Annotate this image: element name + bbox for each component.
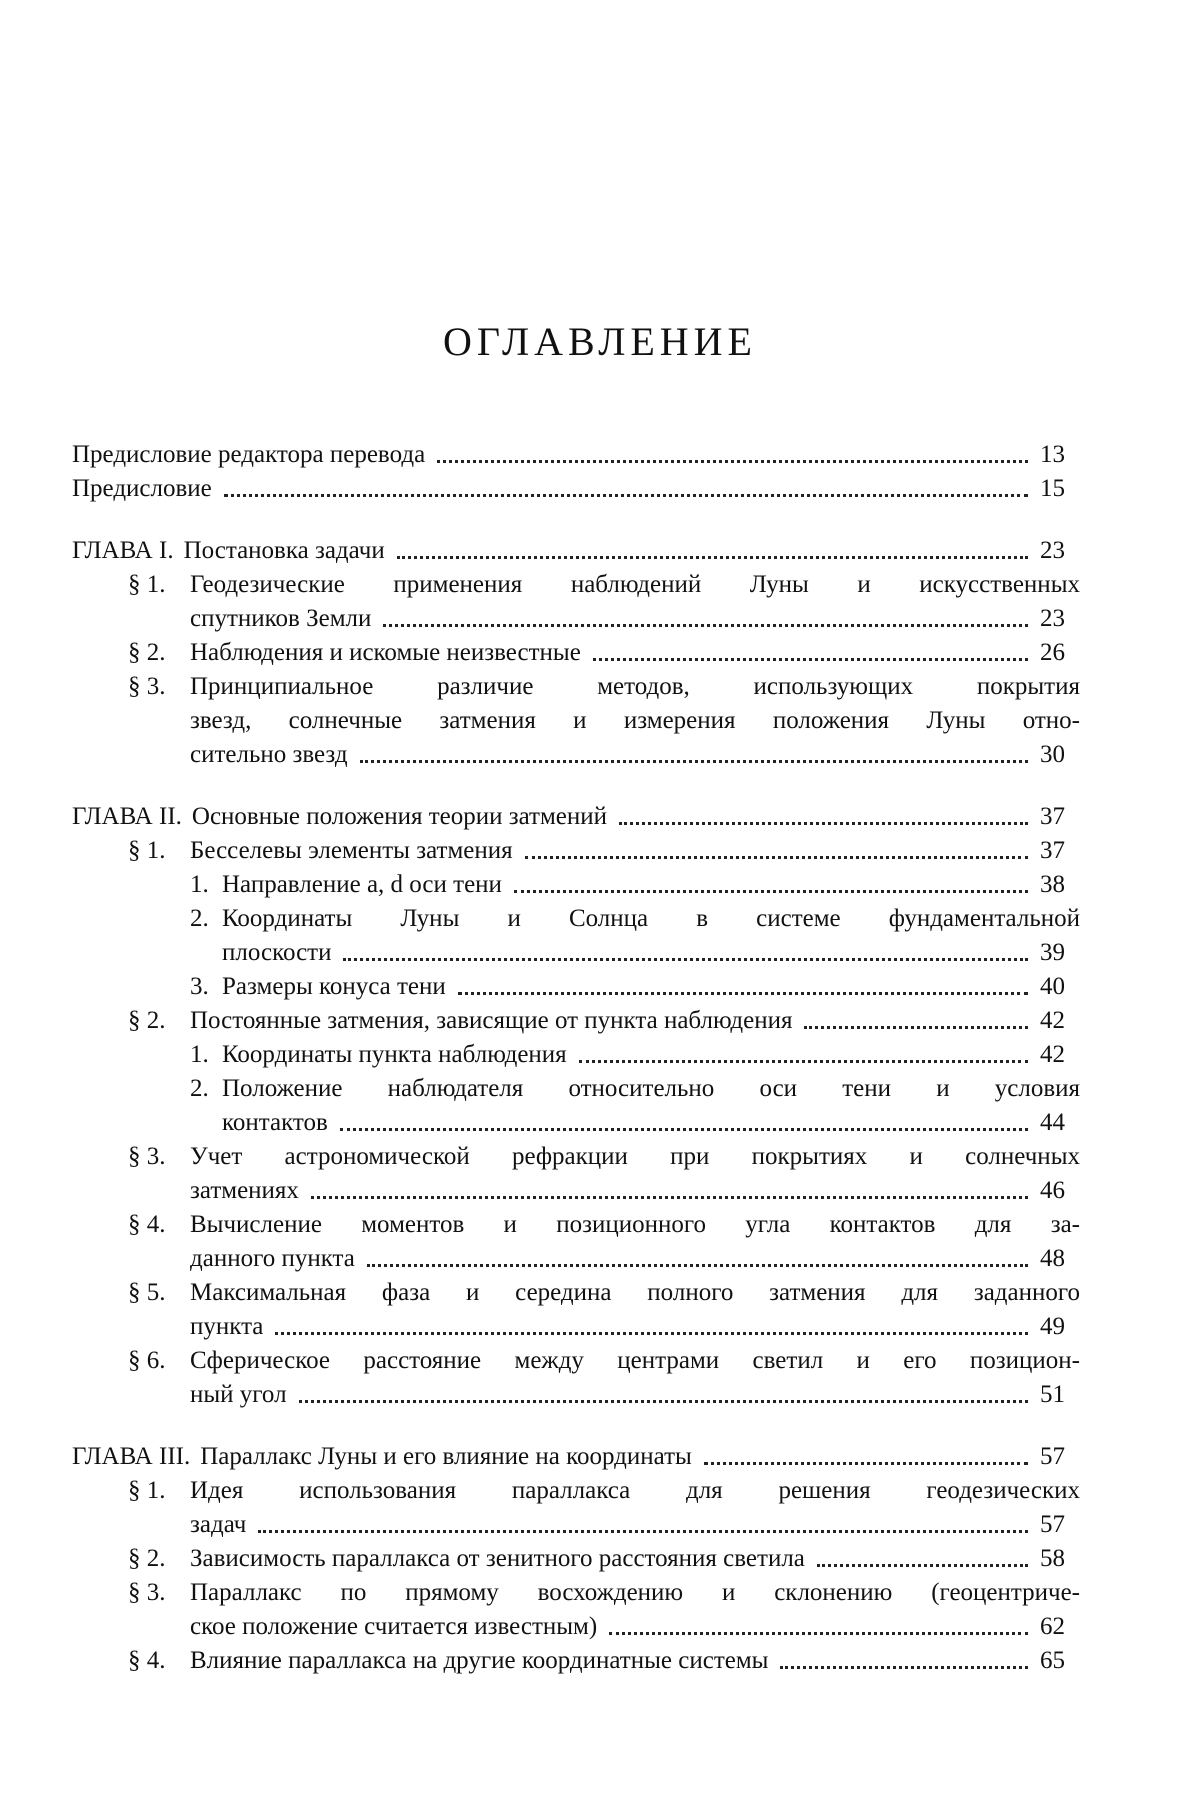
dot-leader [804,1026,1028,1029]
toc-entry-title: ный угол [190,1381,287,1408]
toc-entry-title: Направление a, d оси тени [222,871,502,898]
page-number: 65 [1040,1647,1065,1674]
toc-entry-title: Параллакс Луны и его влияние на координаты [200,1443,692,1470]
page-number: 58 [1040,1545,1065,1572]
page-number: 57 [1040,1443,1065,1470]
chapter-number: ГЛАВА II. [72,803,182,830]
toc-entry [72,568,1080,602]
section-number: 1. [190,871,209,898]
page-title: ОГЛАВЛЕНИЕ [443,319,757,364]
toc-entry [72,902,1080,936]
toc-entry [72,438,1080,472]
section-number: § 3. [128,1579,166,1606]
toc-entry [72,1576,1080,1610]
section-number: § 4. [128,1647,166,1674]
dot-leader [367,1264,1028,1267]
page-number: 40 [1040,973,1065,1000]
toc-entry-title: Учет астрономической рефракции при покрытиях и солнечных [190,1143,1080,1170]
toc-entry [72,1072,1080,1106]
toc-entry-continuation [72,1106,1080,1140]
toc-entry-title: звезд, солнечные затмения и измерения положения Луны отно- [190,707,1080,734]
section-number: § 5. [128,1279,166,1306]
toc-entry [72,834,1080,868]
section-number: § 4. [128,1211,166,1238]
page-number: 37 [1040,803,1065,830]
toc-entry-continuation [72,738,1080,772]
toc-entry-continuation [72,1174,1080,1208]
toc-entry-title: Зависимость параллакса от зенитного расстояния светила [190,1545,805,1572]
toc-entry [72,670,1080,704]
toc-entry [72,1208,1080,1242]
toc-entry-title: Влияние параллакса на другие координатные системы [190,1647,769,1674]
toc-entry [72,1344,1080,1378]
section-number: § 3. [128,673,166,700]
toc-entry-continuation [72,704,1080,738]
toc-entry-title: данного пункта [190,1245,355,1272]
section-number: § 6. [128,1347,166,1374]
toc-entry [72,1440,1080,1474]
toc-entry-continuation [72,602,1080,636]
toc-entry-title: Максимальная фаза и середина полного затмения для заданного [190,1279,1080,1306]
section-number: 2. [190,1075,209,1102]
dot-leader [360,760,1028,763]
section-number: 2. [190,905,209,932]
toc-entry [72,800,1080,834]
dot-leader [458,992,1028,995]
page-number: 38 [1040,871,1065,898]
page-number: 51 [1040,1381,1065,1408]
dot-leader [514,890,1028,893]
section-number: § 1. [128,1477,166,1504]
toc-entry-title: плоскости [222,939,332,966]
toc-entry-title: Геодезические применения наблюдений Луны и искусственных [190,571,1080,598]
toc-entry-title: Вычисление моментов и позиционного угла контактов для за- [190,1211,1080,1238]
toc-entry-title: пункта [190,1313,264,1340]
toc-entry-title: Предисловие [72,475,212,502]
toc-entry [72,534,1080,568]
dot-leader [397,556,1028,559]
page-number: 48 [1040,1245,1065,1272]
page-number: 23 [1040,537,1065,564]
toc-entry-title: Положение наблюдателя относительно оси тени и условия [222,1075,1080,1102]
toc-entry [72,472,1080,506]
dot-leader [299,1400,1028,1403]
section-number: 1. [190,1041,209,1068]
toc-entry [72,1038,1080,1072]
toc-entry-title: спутников Земли [190,605,372,632]
section-number: § 1. [128,571,166,598]
dot-leader [780,1666,1028,1669]
toc-entry [72,636,1080,670]
dot-leader [525,856,1028,859]
dot-leader [340,1128,1028,1131]
dot-leader [817,1564,1028,1567]
dot-leader [609,1632,1028,1635]
page-number: 23 [1040,605,1065,632]
page-number: 15 [1040,475,1065,502]
dot-leader [619,822,1028,825]
page-number: 37 [1040,837,1065,864]
toc-entry-title: Бесселевы элементы затмения [190,837,513,864]
page-number: 30 [1040,741,1065,768]
chapter-number: ГЛАВА III. [72,1443,191,1470]
page-number: 42 [1040,1007,1065,1034]
toc-entry [72,970,1080,1004]
dot-leader [343,958,1028,961]
dot-leader [437,460,1028,463]
toc-entry [72,1644,1080,1678]
section-number: § 3. [128,1143,166,1170]
toc-entry-continuation [72,936,1080,970]
page-number: 26 [1040,639,1065,666]
dot-leader [258,1530,1028,1533]
toc-entry [72,1140,1080,1174]
toc-entry-continuation [72,1378,1080,1412]
section-number: 3. [190,973,209,1000]
table-of-contents [72,438,1080,1678]
section-number: § 1. [128,837,166,864]
dot-leader [579,1060,1028,1063]
chapter-number: ГЛАВА I. [72,537,174,564]
page-number: 39 [1040,939,1065,966]
toc-entry-title: Основные положения теории затмений [191,803,608,830]
toc-entry-title: Предисловие редактора перевода [72,441,426,468]
page-number: 62 [1040,1613,1065,1640]
page-number: 57 [1040,1511,1065,1538]
dot-leader [275,1332,1028,1335]
toc-entry-continuation [72,1610,1080,1644]
toc-entry [72,1474,1080,1508]
toc-entry-title: ское положение считается известным) [190,1613,598,1640]
toc-entry-title: Постоянные затмения, зависящие от пункта наблюдения [190,1007,793,1034]
dot-leader [593,658,1028,661]
toc-entry-title: Постановка задачи [183,537,385,564]
toc-entry [72,1542,1080,1576]
dot-leader [704,1462,1028,1465]
toc-entry-title: задач [190,1511,247,1538]
toc-entry-continuation [72,1310,1080,1344]
toc-entry-title: Координаты Луны и Солнца в системе фундаментальной [222,905,1080,932]
page-number: 42 [1040,1041,1065,1068]
toc-entry-continuation [72,1508,1080,1542]
page-number: 44 [1040,1109,1065,1136]
toc-entry-continuation [72,1242,1080,1276]
toc-entry-title: Параллакс по прямому восхождению и склонению (геоцентриче- [190,1579,1080,1606]
toc-entry-title: Наблюдения и искомые неизвестные [190,639,581,666]
toc-entry-title: контактов [222,1109,328,1136]
dot-leader [311,1196,1028,1199]
toc-entry-title: сительно звезд [190,741,348,768]
page-number: 49 [1040,1313,1065,1340]
toc-entry [72,1276,1080,1310]
toc-entry-title: затмениях [190,1177,299,1204]
toc-entry-title: Координаты пункта наблюдения [222,1041,567,1068]
section-number: § 2. [128,639,166,666]
toc-entry-title: Принципиальное различие методов, использующих покрытия [190,673,1080,700]
toc-entry-title: Размеры конуса тени [222,973,446,1000]
section-number: § 2. [128,1007,166,1034]
dot-leader [383,624,1028,627]
toc-entry [72,1004,1080,1038]
section-number: § 2. [128,1545,166,1572]
dot-leader [224,494,1028,497]
toc-entry-title: Сферическое расстояние между центрами светил и его позицион- [190,1347,1080,1374]
toc-entry [72,868,1080,902]
page-number: 46 [1040,1177,1065,1204]
page-number: 13 [1040,441,1065,468]
toc-entry-title: Идея использования параллакса для решения геодезических [190,1477,1080,1504]
